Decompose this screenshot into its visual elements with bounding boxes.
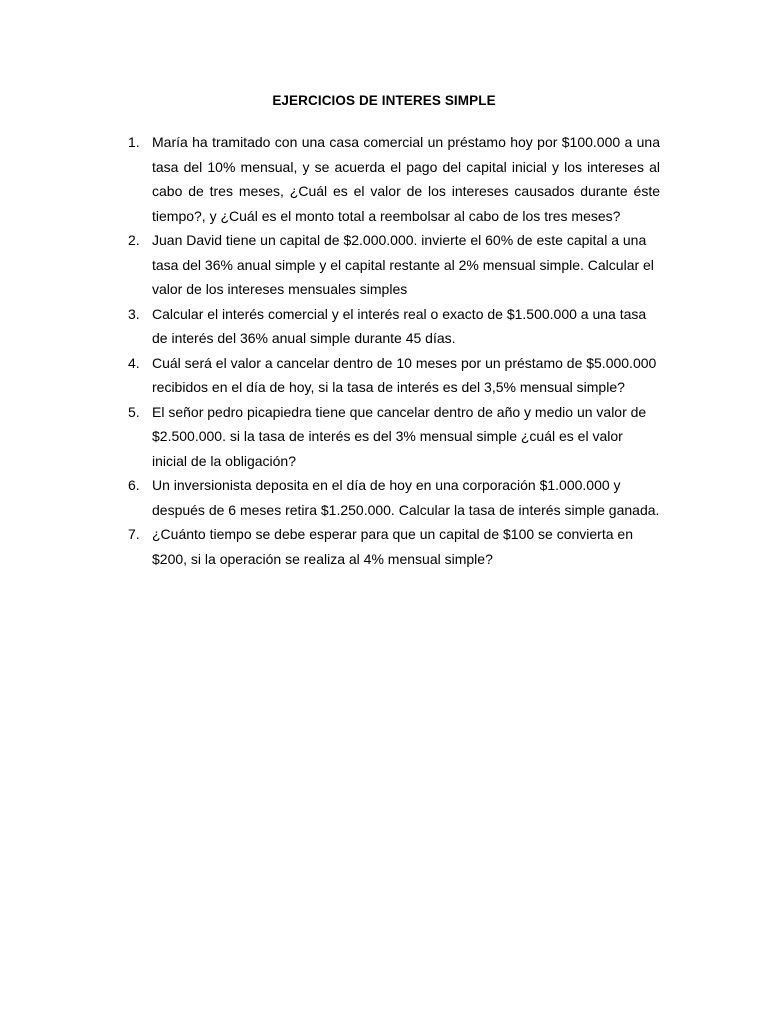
exercise-item-2 xyxy=(128,228,660,302)
exercise-number: 4. xyxy=(128,354,140,371)
exercise-item-4 xyxy=(128,351,660,400)
exercise-number: 7. xyxy=(128,526,140,542)
exercise-number: 5. xyxy=(128,403,140,420)
exercise-number: 2. xyxy=(128,232,140,248)
exercise-text: Cuál será el valor a cancelar dentro de 10 meses por un préstamo de $5.000.000 recibidos en el día de hoy, si la tasa de interés es del 3,5% mensual simple? xyxy=(152,354,657,395)
exercise-text: Un inversionista deposita en el día de hoy en una corporación $1.000.000 y después de 6 meses retira $1.250.000. Calcular la tasa de interés simple ganada. xyxy=(152,477,660,518)
exercise-text: Calcular el interés comercial y el interés real o exacto de $1.500.000 a una tasa de interés del 36% anual simple durante 45 días. xyxy=(152,305,647,346)
exercise-text: ¿Cuánto tiempo se debe esperar para que un capital de $100 se convierta en $200, si la operación se realiza al 4% mensual simple? xyxy=(152,526,633,567)
exercise-text: María ha tramitado con una casa comercial un préstamo hoy por $100.000 a una tasa del 10% mensual, y se acuerda el pago del capital inicial y los intereses al cabo de tres meses, ¿Cuál es el valor de los intereses causados durante éste tiempo?, y ¿Cuál es el monto total a reembolsar al cabo de los tres meses? xyxy=(152,134,660,224)
exercise-item-7 xyxy=(128,522,660,571)
exercise-number: 1. xyxy=(128,134,140,150)
exercise-list xyxy=(128,130,660,571)
exercise-text: Juan David tiene un capital de $2.000.000. invierte el 60% de este capital a una tasa del 36% anual simple y el capital restante al 2% mensual simple. Calcular el valor de los intereses mensuales simples xyxy=(152,232,654,297)
exercise-item-5 xyxy=(128,400,660,474)
document-title: EJERCICIOS DE INTERES SIMPLE xyxy=(272,93,496,108)
exercise-text: El señor pedro picapiedra tiene que cancelar dentro de año y medio un valor de $2.500.000. si la tasa de interés es del 3% mensual simple ¿cuál es el valor inicial de la obligación? xyxy=(152,403,647,469)
exercise-item-3 xyxy=(128,302,660,351)
exercise-item-1 xyxy=(128,130,660,228)
exercise-number: 3. xyxy=(128,305,140,322)
exercise-number: 6. xyxy=(128,477,140,493)
exercise-item-6 xyxy=(128,473,660,522)
